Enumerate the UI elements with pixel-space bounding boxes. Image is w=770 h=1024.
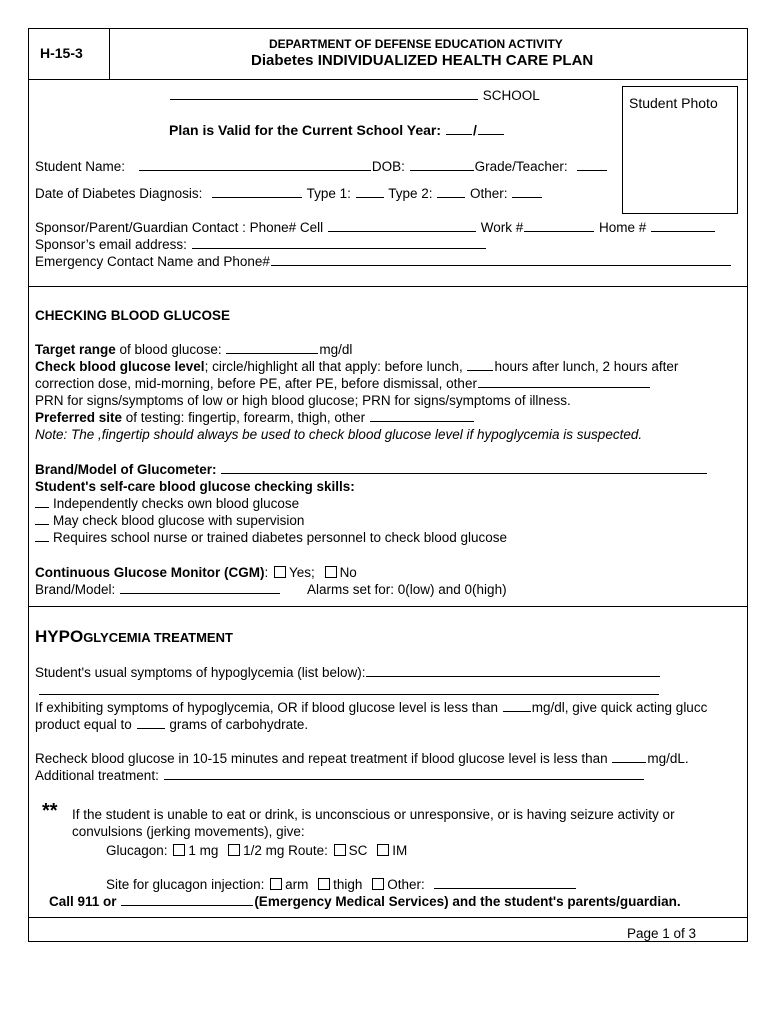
cgm-brand-label: Brand/Model: [35, 582, 116, 597]
section-rule-2 [28, 606, 748, 607]
work-label: Work # [480, 220, 524, 235]
school-label: SCHOOL [482, 88, 540, 103]
form-title: Diabetes INDIVIDUALIZED HEALTH CARE PLAN [251, 52, 594, 69]
skill-checkbox-2[interactable] [35, 512, 49, 525]
cell-phone-field[interactable] [328, 219, 476, 232]
cgm-brand-row [35, 581, 281, 598]
dose-1mg-label: 1 mg [188, 843, 219, 858]
target-range-unit: mg/dl [319, 342, 353, 357]
plan-valid-label: Plan is Valid for the Current School Year: [169, 122, 442, 138]
check-level-text-1: ; circle/highlight all that apply: before lunch, [204, 359, 463, 374]
agency-name: DEPARTMENT OF DEFENSE EDUCATION ACTIVITY [269, 37, 563, 51]
student-name-field[interactable] [139, 158, 371, 171]
other-type-field[interactable] [512, 185, 542, 198]
home-label: Home # [599, 220, 647, 235]
hypo-threshold-field[interactable] [503, 699, 531, 712]
glucometer-label: Brand/Model of Glucometer: [35, 462, 217, 477]
hypo-heading [35, 627, 233, 647]
preferred-site-text: of testing: fingertip, forearm, thigh, other [122, 410, 366, 425]
hypo-heading-rest: GLYCEMIA TREATMENT [83, 630, 233, 645]
target-range-text: of blood glucose: [115, 342, 222, 357]
diagnosis-date-field[interactable] [212, 185, 302, 198]
check-level-label: Check blood glucose level [35, 359, 205, 374]
prn-line: PRN for signs/symptoms of low or high blood glucose; PRN for signs/symptoms of illness. [35, 393, 571, 408]
student-photo-box[interactable] [622, 86, 738, 214]
check-other-field[interactable] [478, 375, 650, 388]
product-text-2: grams of carbohydrate. [169, 717, 309, 732]
cgm-row [35, 564, 357, 581]
student-photo-label: Student Photo [629, 95, 718, 111]
skill-row-1[interactable] [35, 495, 299, 512]
site-thigh-checkbox[interactable] [318, 878, 330, 890]
check-level-text-2: hours after lunch, 2 hours after [494, 359, 679, 374]
email-label: Sponsor’s email address: [35, 237, 187, 252]
recheck-threshold-field[interactable] [612, 750, 646, 763]
skills-heading: Student's self-care blood glucose checking skills: [35, 479, 355, 494]
symptoms-field[interactable] [366, 664, 660, 677]
check-level-row [35, 358, 678, 375]
target-range-field[interactable] [226, 341, 318, 354]
diagnosis-date-label: Date of Diabetes Diagnosis: [35, 186, 203, 201]
checking-heading: CHECKING BLOOD GLUCOSE [35, 308, 231, 323]
student-name-row [35, 158, 608, 175]
email-row [35, 236, 487, 253]
type1-label: Type 1: [306, 186, 351, 201]
preferred-site-other-field[interactable] [370, 409, 474, 422]
preferred-site-row [35, 409, 475, 426]
additional-row [35, 767, 645, 784]
emphasis-stars: ** [42, 800, 58, 822]
route-sc-checkbox[interactable] [334, 844, 346, 856]
header-bottom-rule [28, 79, 748, 80]
year-separator: / [472, 122, 477, 138]
dob-label: DOB: [371, 159, 405, 174]
footer-rule [28, 917, 748, 918]
section-rule-1 [28, 286, 748, 287]
call-911-text-1: Call 911 or [49, 894, 117, 909]
recheck-text-1: Recheck blood glucose in 10-15 minutes and repeat treatment if blood glucose level is less than [35, 751, 608, 766]
cgm-alarms: Alarms set for: 0(low) and 0(high) [307, 582, 507, 597]
grade-teacher-field[interactable] [577, 158, 607, 171]
grade-teacher-label: Grade/Teacher: [474, 159, 568, 174]
route-im-label: IM [392, 843, 408, 858]
header-divider [109, 28, 110, 79]
skill-row-2[interactable] [35, 512, 304, 529]
dob-field[interactable] [410, 158, 474, 171]
year-start-field[interactable] [446, 122, 472, 135]
additional-field[interactable] [164, 767, 644, 780]
school-field[interactable] [170, 87, 478, 100]
cgm-no-checkbox[interactable] [325, 566, 337, 578]
target-range-label: Target range [35, 342, 116, 357]
glucagon-label: Glucagon: [106, 843, 168, 858]
school-row [169, 87, 540, 104]
recheck-text-2: mg/dL. [647, 751, 689, 766]
recheck-row [35, 750, 689, 767]
cgm-yes-checkbox[interactable] [274, 566, 286, 578]
emergency-label: Emergency Contact Name and Phone# [35, 254, 270, 269]
symptoms-row [35, 664, 661, 681]
home-phone-field[interactable] [651, 219, 715, 232]
skill-label-1: Independently checks own blood glucose [53, 496, 300, 511]
year-end-field[interactable] [478, 122, 504, 135]
cgm-label: Continuous Glucose Monitor (CGM) [35, 565, 265, 580]
cgm-colon: : [264, 565, 269, 580]
symptoms-extra-line[interactable] [39, 694, 659, 695]
skill-label-2: May check blood glucose with supervision [53, 513, 305, 528]
work-phone-field[interactable] [524, 219, 594, 232]
route-sc-label: SC [348, 843, 368, 858]
glucagon-row [106, 842, 407, 859]
contact-label: Sponsor/Parent/Guardian Contact : Phone# Cell [35, 220, 324, 235]
check-level-row-2 [35, 375, 651, 392]
call-911-text-2: (Emergency Medical Services) and the student's parents/guardian. [254, 894, 681, 909]
if-exhibiting-row [35, 699, 707, 716]
skill-checkbox-1[interactable] [35, 495, 49, 508]
student-name-label: Student Name: [35, 159, 126, 174]
skill-label-3: Requires school nurse or trained diabetes personnel to check blood glucose [53, 530, 508, 545]
email-field[interactable] [192, 236, 486, 249]
site-arm-label: arm [285, 877, 309, 892]
call-911-row [49, 893, 681, 910]
symptoms-label: Student's usual symptoms of hypoglycemia (list below): [35, 665, 366, 680]
cgm-yes-label: Yes; [289, 565, 315, 580]
glucometer-field[interactable] [221, 461, 707, 474]
injection-site-label: Site for glucagon injection: [106, 877, 265, 892]
call-911-field[interactable] [121, 893, 253, 906]
carb-grams-field[interactable] [137, 716, 165, 729]
form-code: H-15-3 [40, 45, 83, 61]
type1-field[interactable] [356, 185, 384, 198]
site-thigh-label: thigh [333, 877, 363, 892]
dose-half-mg-checkbox[interactable] [228, 844, 240, 856]
dose-1mg-checkbox[interactable] [173, 844, 185, 856]
site-other-checkbox[interactable] [372, 878, 384, 890]
unable-line-2: convulsions (jerking movements), give: [72, 824, 305, 839]
skill-row-3[interactable] [35, 529, 507, 546]
additional-label: Additional treatment: [35, 768, 159, 783]
target-range-row [35, 341, 352, 358]
page-number: Page 1 of 3 [627, 926, 697, 941]
site-other-label: Other: [387, 877, 425, 892]
cgm-no-label: No [339, 565, 357, 580]
if-exhibiting-text-1: If exhibiting symptoms of hypoglycemia, OR if blood glucose level is less than [35, 700, 498, 715]
hours-after-lunch-field[interactable] [467, 358, 493, 371]
other-type-label: Other: [470, 186, 508, 201]
hypo-heading-prefix: HYPO [35, 627, 84, 646]
product-text-1: product equal to [35, 717, 132, 732]
injection-site-row [106, 876, 577, 893]
fingertip-note: Note: The ,fingertip should always be used to check blood glucose level if hypoglycemia is suspected. [35, 427, 643, 442]
emergency-field[interactable] [271, 253, 731, 266]
unable-line-1: If the student is unable to eat or drink, is unconscious or unresponsive, or is having seizure activity or [72, 807, 675, 822]
cgm-brand-field[interactable] [120, 581, 280, 594]
skill-checkbox-3[interactable] [35, 529, 49, 542]
dose-half-mg-label: 1/2 mg Route: [243, 843, 328, 858]
plan-valid-row [169, 122, 505, 139]
glucometer-row [35, 461, 708, 478]
site-other-field[interactable] [434, 876, 576, 889]
site-arm-checkbox[interactable] [270, 878, 282, 890]
type2-label: Type 2: [388, 186, 433, 201]
diagnosis-row [35, 185, 543, 202]
route-im-checkbox[interactable] [377, 844, 389, 856]
preferred-site-label: Preferred site [35, 410, 123, 425]
product-row [35, 716, 308, 733]
emergency-row [35, 253, 732, 270]
check-level-line-2: correction dose, mid-morning, before PE, after PE, before dismissal, other [35, 376, 477, 391]
contact-row [35, 219, 716, 236]
type2-field[interactable] [437, 185, 465, 198]
if-exhibiting-text-2: mg/dl, give quick acting glucc [531, 700, 708, 715]
